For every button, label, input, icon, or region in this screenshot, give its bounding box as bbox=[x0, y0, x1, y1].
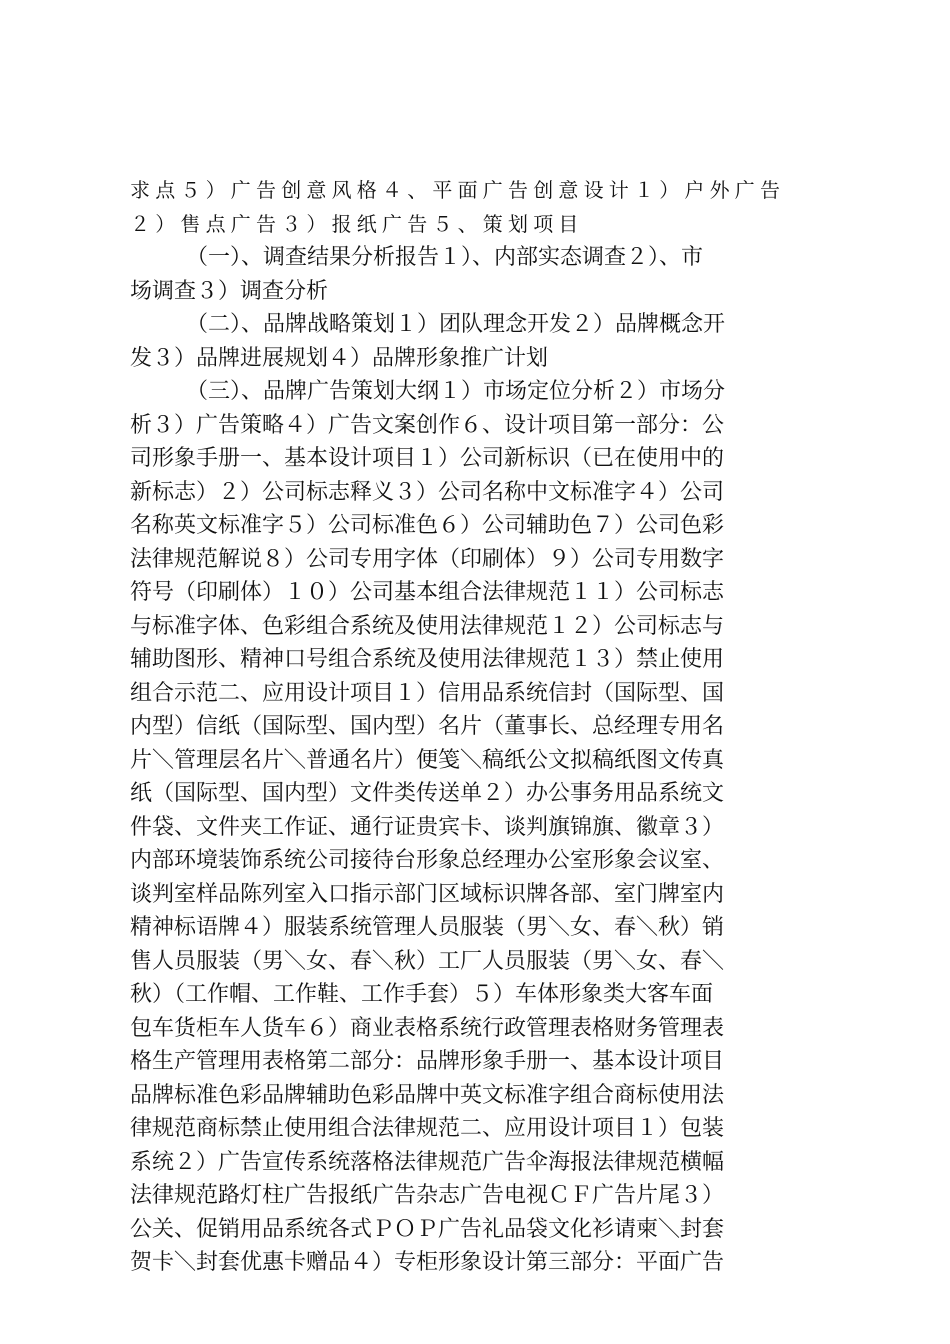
text-line: 售人员服装（男＼女、春＼秋）工厂人员服装（男＼女、春＼ bbox=[130, 948, 725, 974]
text-line: 格生产管理用表格第二部分：品牌形象手册一、基本设计项目 bbox=[130, 1049, 725, 1074]
text-line: ２）售点广告３）报纸广告５、策划项目 bbox=[130, 211, 584, 236]
text-line: 名称英文标准字５）公司标准色６）公司辅助色７）公司色彩 bbox=[130, 513, 725, 538]
text-line: 秋）（工作帽、工作鞋、工作手套）５）车体形象类大客车面 bbox=[130, 982, 714, 1007]
text-line: 发３）品牌进展规划４）品牌形象推广计划 bbox=[130, 345, 549, 371]
text-line: 辅助图形、精神口号组合系统及使用法律规范１３）禁止使用 bbox=[130, 647, 725, 672]
text-line: 内部环境装饰系统公司接待台形象总经理办公室形象会议室、 bbox=[130, 848, 725, 873]
text-line: 内型）信纸（国际型、国内型）名片（董事长、总经理专用名 bbox=[130, 714, 725, 739]
text-line: 组合示范二、应用设计项目１）信用品系统信封（国际型、国 bbox=[130, 680, 725, 706]
text-line: 精神标语牌４）服装系统管理人员服装（男＼女、春＼秋）销 bbox=[130, 915, 725, 940]
text-line: 件袋、文件夹工作证、通行证贵宾卡、谈判旗锦旗、徽章３） bbox=[130, 814, 725, 840]
text-line: （一）、调查结果分析报告１）、内部实态调查２）、市 bbox=[186, 245, 704, 270]
text-line: （二）、品牌战略策划１）团队理念开发２）品牌概念开 bbox=[186, 312, 726, 337]
text-line: 司形象手册一、基本设计项目１）公司新标识（已在使用中的 bbox=[130, 446, 725, 471]
text-line: 公关、促销用品系统各式ＰＯＰ广告礼品袋文化衫请柬＼封套 bbox=[130, 1216, 725, 1242]
text-line: 纸（国际型、国内型）文件类传送单２）办公事务用品系统文 bbox=[130, 781, 725, 806]
text-line: （三）、品牌广告策划大纲１）市场定位分析２）市场分 bbox=[186, 379, 726, 404]
text-line: 符号（印刷体）１０）公司基本组合法律规范１１）公司标志 bbox=[130, 580, 725, 605]
text-line: 求点５）广告创意风格４、平面广告创意设计１）户外广告 bbox=[130, 178, 786, 202]
text-line: 系统２）广告宣传系统落格法律规范广告伞海报法律规范横幅 bbox=[130, 1149, 725, 1175]
text-line: 律规范商标禁止使用组合法律规范二、应用设计项目１）包装 bbox=[130, 1116, 725, 1141]
text-line: 片＼管理层名片＼普通名片）便笺＼稿纸公文拟稿纸图文传真 bbox=[130, 747, 725, 773]
body-text bbox=[130, 174, 832, 1280]
text-line: 谈判室样品陈列室入口指示部门区域标识牌各部、室门牌室内 bbox=[130, 881, 725, 907]
text-line: 场调查３）调查分析 bbox=[130, 278, 329, 304]
text-line: 法律规范路灯柱广告报纸广告杂志广告电视ＣＦ广告片尾３） bbox=[130, 1183, 725, 1208]
text-line: 析３）广告策略４）广告文案创作６、设计项目第一部分：公 bbox=[130, 412, 725, 438]
text-line: 品牌标准色彩品牌辅助色彩品牌中英文标准字组合商标使用法 bbox=[130, 1082, 725, 1108]
text-line: 与标准字体、色彩组合系统及使用法律规范１２）公司标志与 bbox=[130, 613, 725, 639]
text-line: 新标志）２）公司标志释义３）公司名称中文标准字４）公司 bbox=[130, 479, 725, 505]
text-line: 法律规范解说８）公司专用字体（印刷体）９）公司专用数字 bbox=[130, 546, 725, 572]
text-line: 贺卡＼封套优惠卡赠品４）专柜形象设计第三部分：平面广告 bbox=[130, 1250, 725, 1275]
text-line: 包车货柜车人货车６）商业表格系统行政管理表格财务管理表 bbox=[130, 1015, 725, 1041]
